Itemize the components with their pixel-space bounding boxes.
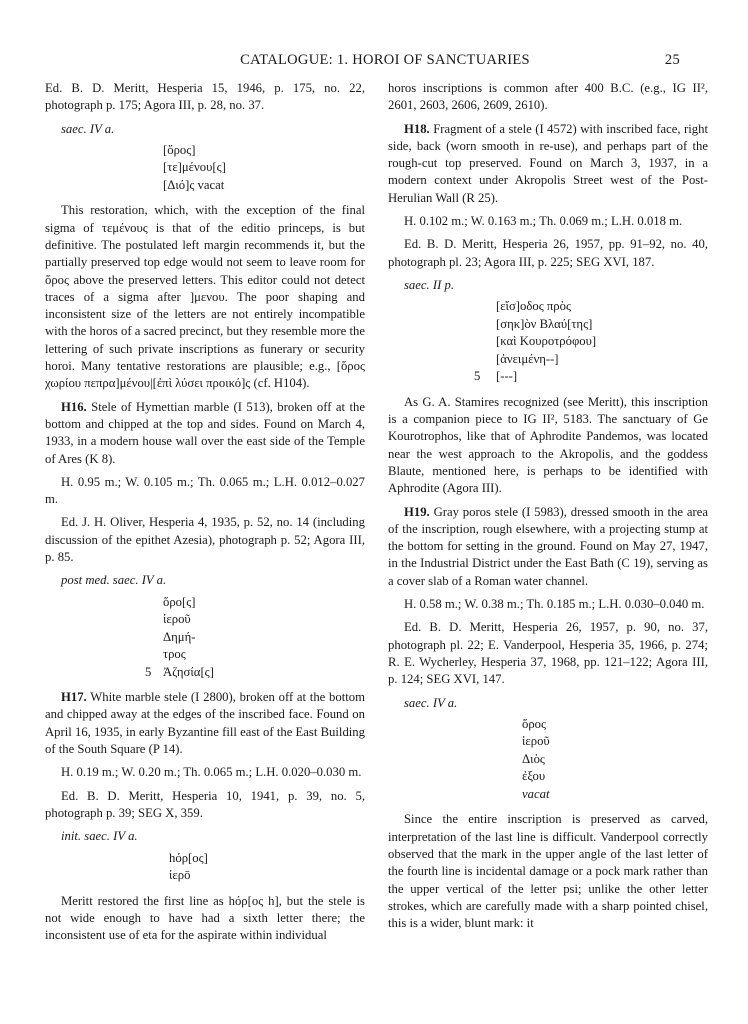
right-column [388,80,708,938]
h15-edition: Ed. B. D. Meritt, Hesperia 15, 1946, p. 175, no. 22, photograph p. 175; Agora III, p. 28, no. 37. [45,81,365,113]
inscription-line: hόρ[ος] [169,850,208,865]
running-header [90,52,680,72]
h18-heading: H18. [404,121,430,136]
inscription-line-text: Ἀζησία[ς] [163,664,214,679]
inscription-line [388,368,708,386]
h16-edition: Ed. J. H. Oliver, Hesperia 4, 1935, p. 52, no. 14 (including discussion of the epithet Azesia), photograph p. 52; Agora III, p. 85. [45,515,365,565]
h19-heading: H19. [404,504,430,519]
left-column [45,80,365,950]
h18-text: Fragment of a stele (I 4572) with inscribed face, right side, back (worn smooth in re-use), and perhaps part of the rough-cut top preserved. Found on March 3, 1937, in a modern context under Akropolis Street west of the Post-Herulian Wall (R 25). [388,121,708,205]
running-title: CATALOGUE: 1. HOROI OF SANCTUARIES [240,52,530,68]
h17-description [45,689,365,758]
inscription-line [45,664,365,682]
h18-edition: Ed. B. D. Meritt, Hesperia 26, 1957, pp. 91–92, no. 40, photograph pl. 23; Agora III, p. 225; SEG XVI, 187. [388,237,708,269]
h17-dimensions: H. 0.19 m.; W. 0.20 m.; Th. 0.065 m.; L.H. 0.020–0.030 m. [61,765,362,780]
inscription-line: Δημή- [163,629,196,644]
h16-inscription [45,594,365,682]
inscription-line: ἱερō [169,868,191,882]
h18-date: saec. II p. [404,277,455,292]
h16-dimensions: H. 0.95 m.; W. 0.105 m.; Th. 0.065 m.; L.H. 0.012–0.027 m. [45,474,365,507]
inscription-line: τρος [163,647,186,662]
h18-dimensions: H. 0.102 m.; W. 0.163 m.; Th. 0.069 m.; L.H. 0.018 m. [404,214,683,229]
inscription-line: ὅρος [522,716,547,731]
h16-text: Stele of Hymettian marble (I 513), broken off at the bottom and chipped at the top and sides. Found on March 4, 1933, in a modern house wall over the east side of the Temple of Ares (K 8). [45,399,365,466]
h18-description [388,121,708,207]
page-number: 25 [664,52,680,68]
inscription-line-text: [---] [496,369,518,384]
h15-commentary: This restoration, which, with the exception of the final sigma of τεμένους is that of the editio princeps, is but definitive. The postulated left margin recommends it, but the partially preserved top edge would not seem to leave room for ὅρος above the preserved letters. This editor could not detect traces of a sigma after ]μενου. The poor shaping and inconsistent size of the letters are not entirely incompatible with the horos of a sacred precinct, but they resemble more the lettering of such private inscriptions as funerary or security horoi. Many tentative restorations are plausible; e.g., [ὅρος χωρίου πεπρα]μένου|[ἐπὶ λύσει προικό]ς (cf. H104). [45,203,365,391]
inscription-line: ἐξου [522,769,546,784]
h19-date: saec. IV a. [404,695,458,710]
h19-inscription [388,716,708,804]
inscription-line: [εἴσ]οδος πρὸς [496,299,571,314]
h15-inscription [45,142,365,195]
inscription-line: [ἀνειμένη--] [496,351,559,366]
h17-edition: Ed. B. D. Meritt, Hesperia 10, 1941, p. 39, no. 5, photograph p. 39; SEG X, 359. [45,788,365,820]
h17-commentary: Meritt restored the first line as hόρ[ος h], but the stele is not wide enough to have had a sixth letter there; the inconsistent use of eta for the aspirate within individual [45,893,365,943]
h16-description [45,399,365,468]
inscription-line: [σηκ]ὸν Βλαύ[της] [496,316,593,331]
inscription-line: vacat [522,786,550,801]
h17-inscription [45,850,365,885]
inscription-line: ἱεροῦ [163,612,191,627]
h19-text: Gray poros stele (I 5983), dressed smooth in the area of the inscription, rough elsewhere, with a projecting stump at the bottom for setting in the ground. Found on May 27, 1947, in the Industrial District under the East Bath (C 19), serving as a cover slab of a Roman water channel. [388,504,708,588]
h16-date: post med. saec. IV a. [61,573,167,588]
h19-edition: Ed. B. D. Meritt, Hesperia 26, 1957, p. 90, no. 37, photograph pl. 22; E. Vanderpool, Hesperia 35, 1966, p. 274; R. E. Wycherley, Hesperia 37, 1968, pp. 121–122; Agora III, p. 124; SEG XVI, 147. [388,620,708,687]
inscription-line: Διὸς [522,751,545,766]
h17-date: init. saec. IV a. [61,829,138,844]
inscription-line: ὅρο[ς] [163,594,196,609]
h19-description [388,504,708,590]
h18-inscription [388,298,708,386]
inscription-line: [τε]μένου[ς] [163,160,226,175]
h17-commentary-continued: horos inscriptions is common after 400 B.C. (e.g., IG II², 2601, 2603, 2606, 2609, 2610). [388,81,708,113]
inscription-line: ἱεροῦ [522,734,550,749]
h17-text: White marble stele (I 2800), broken off at the bottom and chipped away at the edges of the inscribed face. Found on April 16, 1935, in early Byzantine fill east of the East Building of the South Square (P 14). [45,690,365,757]
inscription-line: [καὶ Κουροτρόφου] [496,334,597,349]
line-number: 5 [145,664,152,679]
h18-commentary: As G. A. Stamires recognized (see Meritt), this inscription is a companion piece to IG II², 5183. The sanctuary of Ge Kourotrophos, like that of Aphrodite Pandemos, was located near the west approach to the Akropolis, and the goddess Blaute, mentioned here, is perhaps to be identified with Aphrodite (Agora III). [388,394,708,496]
h19-commentary: Since the entire inscription is preserved as carved, interpretation of the last line is difficult. Vanderpool correctly observed that the mark in the upper angle of the last letter of the fourth line is incidental damage or a pock mark rather than the upper vertical of the letter psi; unlike the other letter strokes, which are carefully made with a sharp pointed chisel, this is a wider, blunt mark: it [388,812,708,931]
h15-date: saec. IV a. [61,121,115,136]
inscription-line: [ὅρος] [163,142,196,157]
h19-dimensions: H. 0.58 m.; W. 0.38 m.; Th. 0.185 m.; L.H. 0.030–0.040 m. [404,597,705,612]
h17-heading: H17. [61,690,87,705]
inscription-line: [Διό]ς vacat [163,177,225,192]
h16-heading: H16. [61,399,87,414]
line-number: 5 [474,369,481,384]
